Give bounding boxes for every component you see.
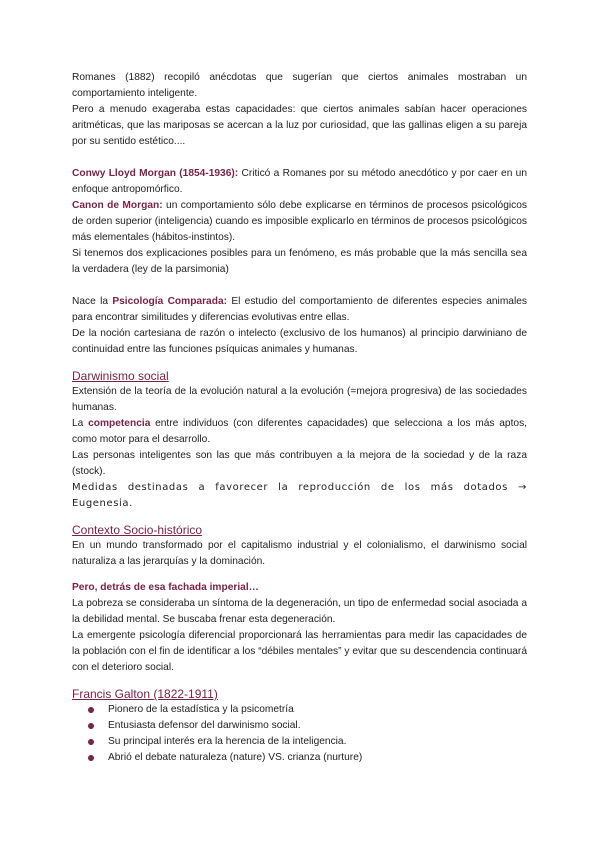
document-page <box>72 70 527 766</box>
bullet-icon <box>88 707 94 713</box>
comparada-text: El estudio del comportamiento de diferentes especies animales para encontrar similitudes y diferencias evolutivas entre ellas. <box>72 296 527 323</box>
contexto-paragraph: En un mundo transformado por el capitalismo industrial y el colonialismo, el darwinismo social naturaliza a las jerarquías y la dominación. <box>72 540 527 567</box>
galton-list <box>72 702 527 766</box>
contexto-heading: Contexto Socio-histórico <box>72 523 203 537</box>
competencia-prefix: La <box>72 418 89 429</box>
darwinismo-paragraph-2 <box>72 416 527 448</box>
list-item-text: Su principal interés era la herencia de la inteligencia. <box>108 736 347 747</box>
galton-heading: Francis Galton (1822-1911) <box>72 687 218 701</box>
eugenesia-paragraph: Medidas destinadas a favorecer la reproducción de los más dotados → Eugenesia. <box>72 482 527 509</box>
romanes-paragraph: Romanes (1882) recopiló anécdotas que sugerían que ciertos animales mostraban un comportamiento inteligente. <box>72 72 527 99</box>
competencia-term: competencia <box>88 418 151 429</box>
canon-text: un comportamiento sólo debe explicarse en términos de procesos psicológicos de orden superior (inteligencia) cuando es imposible explicarlo en términos de procesos psicológicos más elementales (hábitos-instintos). <box>72 200 527 243</box>
darwinismo-paragraph-3: Las personas inteligentes son las que más contribuyen a la mejora de la sociedad y de la raza (stock). <box>72 450 527 477</box>
canon-paragraph <box>72 198 527 246</box>
list-item-text: Pionero de la estadística y la psicometría <box>108 704 294 715</box>
competencia-text: entre individuos (con diferentes capacidades) que selecciona a los más aptos, como motor para el desarrollo. <box>72 418 527 445</box>
comparada-paragraph <box>72 294 527 326</box>
list-item <box>72 718 527 734</box>
darwinismo-paragraph-1: Extensión de la teoría de la evolución natural a la evolución (=mejora progresiva) de las sociedades humanas. <box>72 386 527 413</box>
morgan-paragraph <box>72 166 527 198</box>
list-item <box>72 702 527 718</box>
list-item <box>72 734 527 750</box>
fachada-paragraph-2: La emergente psicología diferencial proporcionará las herramientas para medir las capacidades de la población con el fin de identificar a los “débiles mentales” y evitar que su descendencia continuará con el deterioro social. <box>72 630 527 673</box>
fachada-paragraph-1: La pobreza se consideraba un síntoma de la degeneración, un tipo de enfermedad social asociada a la debilidad mental. Se buscaba frenar esta degeneración. <box>72 598 527 625</box>
bullet-icon <box>88 755 94 761</box>
fachada-heading: Pero, detrás de esa fachada imperial… <box>72 582 259 593</box>
bullet-icon <box>88 739 94 745</box>
darwinismo-heading: Darwinismo social <box>72 369 169 383</box>
canon-label: Canon de Morgan: <box>72 200 163 211</box>
parsimony-paragraph: Si tenemos dos explicaciones posibles para un fenómeno, es más probable que la más sencilla sea la verdadera (ley de la parsimonia) <box>72 248 527 275</box>
bullet-icon <box>88 723 94 729</box>
romanes-exaggeration-paragraph: Pero a menudo exageraba estas capacidades: que ciertos animales sabían hacer operaciones aritméticas, que las mariposas se acercan a la luz por curiosidad, que las gallinas eligen a su pareja por su sentido estético.... <box>72 104 527 147</box>
morgan-name: Conwy Lloyd Morgan (1854-1936): <box>72 168 239 179</box>
comparada-term: Psicología Comparada: <box>112 296 228 307</box>
morgan-text: Criticó a Romanes por su método anecdótico y por caer en un enfoque antropomórfico. <box>72 168 527 195</box>
list-item-text: Entusiasta defensor del darwinismo social. <box>108 720 301 731</box>
cartesian-paragraph: De la noción cartesiana de razón o intelecto (exclusivo de los humanos) al principio darwiniano de continuidad entre las funciones psíquicas animales y humanas. <box>72 328 527 355</box>
list-item <box>72 750 527 766</box>
comparada-prefix: Nace la <box>72 296 113 307</box>
list-item-text: Abrió el debate naturaleza (nature) VS. crianza (nurture) <box>108 752 363 763</box>
